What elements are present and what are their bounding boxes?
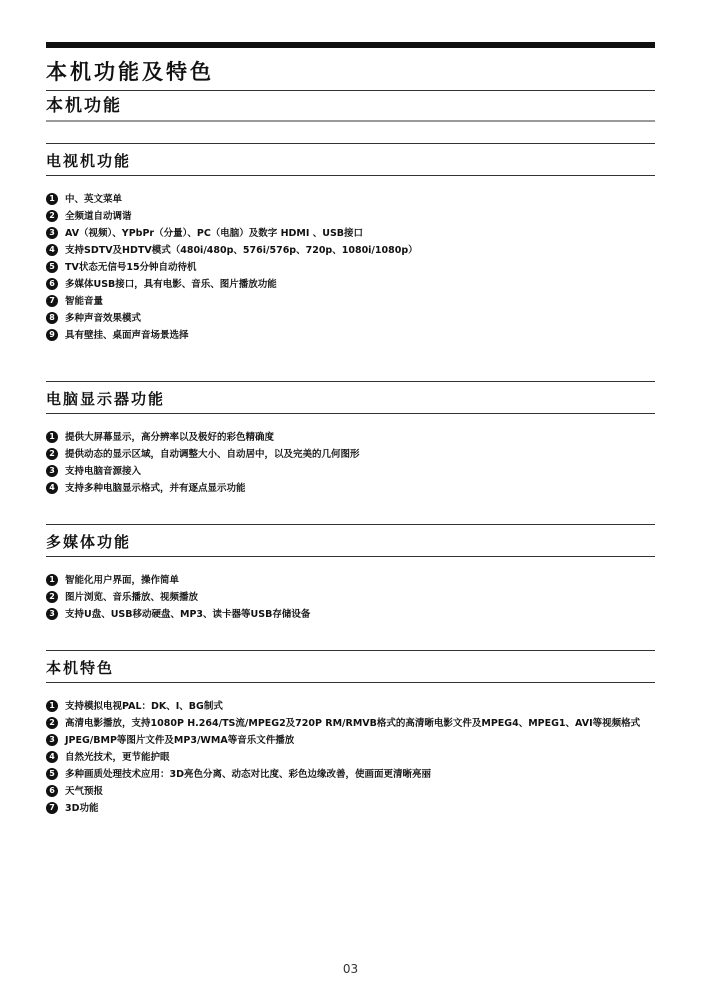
number-badge-icon: 7: [46, 295, 58, 307]
number-badge-icon: 2: [46, 448, 58, 460]
list-item-text: 多媒体USB接口，具有电影、音乐、图片播放功能: [65, 279, 277, 290]
list-item: [46, 480, 655, 497]
section-tv: [46, 143, 655, 344]
section-bottom-rule: [46, 682, 655, 683]
number-badge-icon: 2: [46, 717, 58, 729]
list-item: [46, 715, 655, 732]
list-item: [46, 572, 655, 589]
list-item: [46, 225, 655, 242]
section-heading: 电视机功能: [46, 152, 132, 170]
list-item: [46, 191, 655, 208]
number-badge-icon: 5: [46, 261, 58, 273]
page-title: 本机功能及特色: [46, 60, 214, 84]
number-badge-icon: 4: [46, 244, 58, 256]
list-item-text: 3D功能: [65, 803, 99, 814]
number-badge-icon: 6: [46, 785, 58, 797]
section-bottom-rule: [46, 175, 655, 176]
section-bottom-rule: [46, 413, 655, 414]
number-badge-icon: 1: [46, 574, 58, 586]
list-item-text: 支持多种电脑显示格式，并有逐点显示功能: [65, 483, 246, 494]
list-item-text: JPEG/BMP等图片文件及MP3/WMA等音乐文件播放: [65, 735, 295, 746]
list-item: [46, 208, 655, 225]
section-monitor: [46, 381, 655, 497]
list-item-text: TV状态无信号15分钟自动待机: [65, 262, 197, 273]
list-item: [46, 800, 655, 817]
list-item-text: 天气预报: [65, 786, 104, 797]
list-item-text: 中、英文菜单: [65, 194, 123, 205]
number-badge-icon: 2: [46, 591, 58, 603]
list-item-text: 提供动态的显示区域，自动调整大小、自动居中，以及完美的几何图形: [65, 449, 360, 460]
number-badge-icon: 3: [46, 608, 58, 620]
list-item: [46, 293, 655, 310]
list-item-text: 支持SDTV及HDTV模式（480i/480p、576i/576p、720p、1080i/1080p）: [65, 245, 418, 256]
list-item: [46, 732, 655, 749]
list-item: [46, 446, 655, 463]
list-item: [46, 698, 655, 715]
title-divider: [46, 90, 655, 91]
list-item: [46, 327, 655, 344]
list-item-text: 提供大屏幕显示，高分辨率以及极好的彩色精确度: [65, 432, 275, 443]
number-badge-icon: 6: [46, 278, 58, 290]
number-badge-icon: 3: [46, 734, 58, 746]
section-features: [46, 650, 655, 817]
number-badge-icon: 4: [46, 482, 58, 494]
number-badge-icon: 3: [46, 465, 58, 477]
list-item-text: 支持模拟电视PAL：DK、I、BG制式: [65, 701, 223, 712]
list-item-text: 自然光技术，更节能护眼: [65, 752, 170, 763]
list-item-text: 多种画质处理技术应用：3D亮色分离、动态对比度、彩色边缘改善，使画面更清晰亮丽: [65, 769, 431, 780]
list-item: [46, 589, 655, 606]
list-item: [46, 463, 655, 480]
section-multimedia: [46, 524, 655, 623]
section-heading: 电脑显示器功能: [46, 390, 166, 408]
section-bottom-rule: [46, 556, 655, 557]
number-badge-icon: 1: [46, 700, 58, 712]
number-badge-icon: 9: [46, 329, 58, 341]
number-badge-icon: 4: [46, 751, 58, 763]
page-subtitle: 本机功能: [46, 96, 122, 116]
feature-list: [46, 191, 655, 344]
list-item-text: 多种声音效果模式: [65, 313, 142, 324]
list-item-text: 高清电影播放，支持1080P H.264/TS流/MPEG2及720P RM/RMVB格式的高清晰电影文件及MPEG4、MPEG1、AVI等视频格式: [65, 718, 641, 729]
number-badge-icon: 3: [46, 227, 58, 239]
subtitle-divider: [46, 120, 655, 122]
list-item-text: 全频道自动调谐: [65, 211, 132, 222]
list-item: [46, 606, 655, 623]
section-heading: 本机特色: [46, 659, 115, 677]
list-item-text: 图片浏览、音乐播放、视频播放: [65, 592, 199, 603]
number-badge-icon: 2: [46, 210, 58, 222]
number-badge-icon: 1: [46, 193, 58, 205]
list-item-text: 智能化用户界面，操作简单: [65, 575, 180, 586]
feature-list: [46, 429, 655, 497]
section-heading: 多媒体功能: [46, 533, 132, 551]
list-item-text: 具有壁挂、桌面声音场景选择: [65, 330, 189, 341]
list-item: [46, 783, 655, 800]
list-item: [46, 259, 655, 276]
list-item-text: 支持电脑音源接入: [65, 466, 142, 477]
top-bar: [46, 42, 655, 48]
feature-list: [46, 698, 655, 817]
list-item: [46, 276, 655, 293]
list-item: [46, 429, 655, 446]
list-item-text: AV（视频）、YPbPr（分量）、PC（电脑）及数字 HDMI 、USB接口: [65, 228, 364, 239]
list-item: [46, 242, 655, 259]
list-item: [46, 310, 655, 327]
list-item: [46, 766, 655, 783]
number-badge-icon: 7: [46, 802, 58, 814]
number-badge-icon: 5: [46, 768, 58, 780]
list-item: [46, 749, 655, 766]
number-badge-icon: 1: [46, 431, 58, 443]
number-badge-icon: 8: [46, 312, 58, 324]
page-number: 03: [342, 962, 359, 976]
list-item-text: 支持U盘、USB移动硬盘、MP3、读卡器等USB存储设备: [65, 609, 311, 620]
feature-list: [46, 572, 655, 623]
list-item-text: 智能音量: [65, 296, 104, 307]
